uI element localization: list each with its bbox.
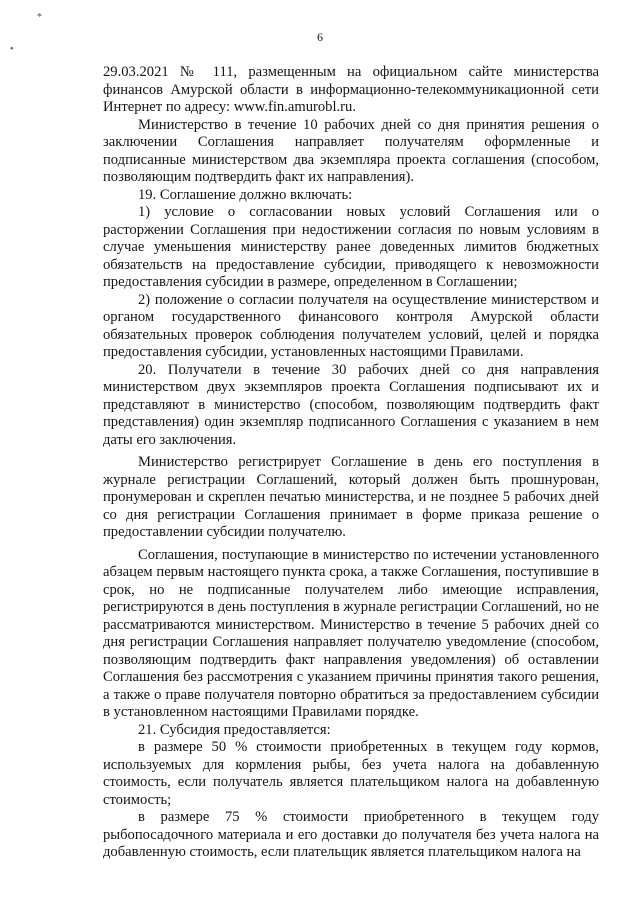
paragraph-ministry-sends: Министерство в течение 10 рабочих дней со дня принятия решения о заключении Соглашения направляет получателям оформленные и подписанные министерством два экземпляра проекта соглашения (способом, позволяющим подтвердить факт их направления).	[103, 116, 599, 185]
paragraph-20: 20. Получатели в течение 30 рабочих дней со дня направления министерством двух экземпляров проекта Соглашения подписывают их и представляют в министерство (способом, позволяющим подтвердить факт представления) один экземпляр подписанного Соглашения с указанием в нем даты его заключения.	[103, 361, 599, 448]
paragraph-21-stocking: в размере 75 % стоимости приобретенного в текущем году рыбопосадочного материала и его доставки до получателя без учета налога на добавленную стоимость, если плательщик является плательщиком налога на	[103, 809, 599, 860]
paragraph-19-item-2: 2) положение о согласии получателя на осуществление министерством и органом государственного финансового контроля Амурской области обязательных проверок соблюдения получателем условий, целей и порядка предоставления субсидии, установленных настоящими Правилами.	[103, 291, 599, 360]
scan-mark-left: •	[10, 44, 14, 55]
paragraph-20-late-agreements: Соглашения, поступающие в министерство по истечении установленного абзацем первым настоящего пункта срока, а также Соглашения, поступившие в срок, но не подписанные получателем либо имеющие исправления, регистрируются в день поступления в журнале регистрации Соглашений, но не рассматриваются министерством. Министерство в течение 5 рабочих дней со дня регистрации Соглашения направляет получателю уведомление (способом, позволяющим подтвердить факт направления уведомления) об оставлении Соглашения без рассмотрения с указанием причины принятия такого решения, а также о праве получателя повторно обратиться за предоставлением субсидии в установленном настоящими Правилами порядке.	[103, 546, 599, 720]
document-body	[103, 64, 599, 862]
paragraph-19-heading: 19. Соглашение должно включать:	[138, 186, 353, 203]
paragraph-21-feed: в размере 50 % стоимости приобретенных в текущем году кормов, используемых для кормления рыбы, без учета налога на добавленную стоимость, если получатель является плательщиком налога на добавленную стоимость;	[103, 739, 599, 808]
paragraph-19-item-1: 1) условие о согласовании новых условий Соглашения или о расторжении Соглашения при недостижении согласия по новым условиям в случае уменьшения министерству ранее доведенных лимитов бюджетных обязательств на предоставление субсидии, приводящего к невозможности предоставления субсидии в размере, определенном в Соглашении;	[103, 204, 599, 290]
paragraph-20-registration: Министерство регистрирует Соглашение в день его поступления в журнале регистрации Соглашений, который должен быть прошнурован, пронумерован и скреплен печатью министерства, и не позднее 5 рабочих дней со дня регистрации Соглашения принимает в форме приказа решение о предоставлении субсидии получателю.	[103, 454, 599, 540]
page-number: 6	[317, 30, 323, 44]
scan-mark-top: *	[37, 12, 42, 23]
paragraph-21-heading: 21. Субсидия предоставляется:	[138, 721, 331, 738]
paragraph-continuation: 29.03.2021 № 111, размещенным на официальном сайте министерства финансов Амурской области в информационно-телекоммуникационной сети Интернет по адресу: www.fin.amurobl.ru.	[103, 64, 599, 115]
